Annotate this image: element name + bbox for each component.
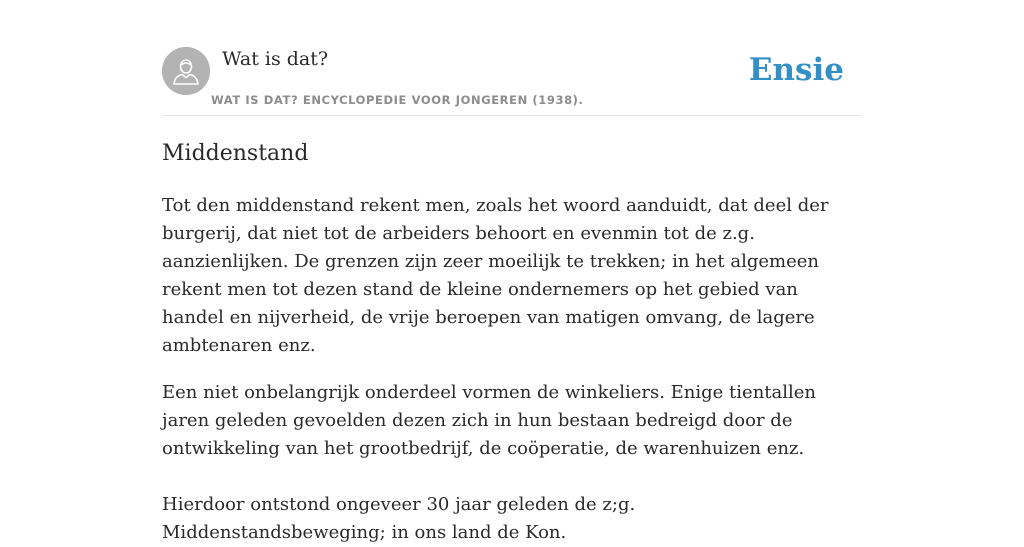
source-subtitle: WAT IS DAT? ENCYCLOPEDIE VOOR JONGEREN (1938). <box>211 93 584 107</box>
article <box>162 138 862 547</box>
ensie-logo[interactable]: Ensie <box>748 52 844 88</box>
source-header <box>162 46 862 116</box>
article-paragraph: Hierdoor ontstond ongeveer 30 jaar geleden de z;g. Middenstandsbeweging; in ons land de Kon. <box>162 494 636 543</box>
article-paragraph: Een niet onbelangrijk onderdeel vormen de winkeliers. Enige tientallen jaren geleden gevoelden dezen zich in hun bestaan bedreigd door de ontwikkeling van het grootbedrijf, de coöperatie, de warenhuizen enz. <box>162 382 817 459</box>
article-paragraph: Tot den middenstand rekent men, zoals het woord aanduidt, dat deel der burgerij, dat niet tot de arbeiders behoort en evenmin tot de z.g. aanzienlijken. De grenzen zijn zeer moeilijk te trekken; in het algemeen rekent men tot dezen stand de kleine ondernemers op het gebied van handel en nijverheid, de vrije beroepen van matigen omvang, de lagere ambtenaren enz. <box>162 195 829 356</box>
source-title[interactable]: Wat is dat? <box>222 48 329 70</box>
user-avatar-icon[interactable] <box>162 47 210 95</box>
article-title: Middenstand <box>162 141 309 166</box>
